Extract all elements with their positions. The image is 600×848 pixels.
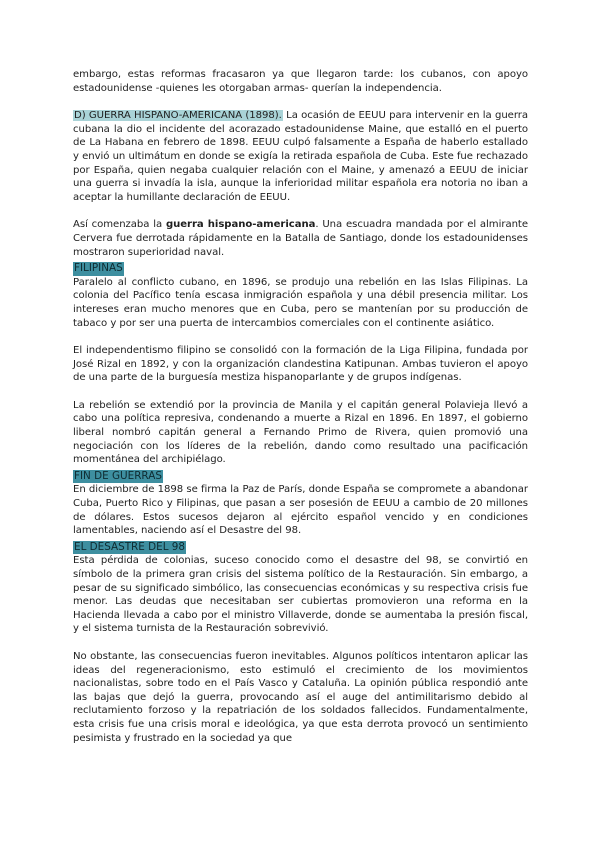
section-heading-desastre-98: EL DESASTRE DEL 98 [74, 540, 186, 553]
section-heading-filipinas: FILIPINAS [74, 262, 123, 275]
bold-term: guerra hispano-americana [165, 219, 316, 231]
heading-block [73, 538, 528, 555]
paragraph-desastre-1: Esta pérdida de colonias, suceso conocido como el desastre del 98, se convirtió en símbolo de la primera gran crisis del sistema político de la Restauración. Sin embargo, a pesar de su significado simbólico, las consecuencias económicas y su respectiva crisis fue menor. Las deudas que necesitaban ser cubiertas promovieron una reforma en la Hacienda llevada a cabo por el ministro Villaverde, donde se aumentaba la presión fiscal, y el sistema turnista de la Restauración sobrevivió. [73, 555, 528, 635]
heading-block [73, 467, 528, 484]
paragraph-filipinas-3: La rebelión se extendió por la provincia de Manila y el capitán general Polavieja llevó a cabo una política represiva, condenando a muerte a Rizal en 1896. En 1897, el gobierno liberal nombró capitán general a Fernando Primo de Rivera, quien promovió una negociación con los líderes de la rebelión, dando como resultado una pacificación momentánea del archipiélago. [73, 399, 528, 466]
paragraph-guerra-hispano-americana [73, 109, 528, 204]
paragraph-comienzo-guerra [73, 218, 528, 259]
paragraph-fin-de-guerras: En diciembre de 1898 se firma la Paz de París, donde España se compromete a abandonar Cuba, Puerto Rico y Filipinas, que pasan a ser posesión de EEUU a cambio de 20 millones de dólares. Estos sucesos dejaron al ejército español vencido y en condiciones lamentables, naciendo así el Desastre del 98. [73, 484, 528, 537]
paragraph-desastre-2: No obstante, las consecuencias fueron inevitables. Algunos políticos intentaron aplicar las ideas del regeneracionismo, esto estimuló el crecimiento de los movimientos nacionalistas, sobre todo en el País Vasco y Cataluña. La opinión pública respondió ante las bajas que dejó la guerra, provocando así el auge del antimilitarismo debido al reclutamiento forzoso y la repatriación de los soldados fallecidos. Fundamentalmente, esta crisis fue una crisis moral e ideológica, ya que esta derrota provocó un sentimiento pesimista y frustrado en la sociedad ya que [73, 650, 528, 744]
paragraph-text: Así comenzaba la [73, 219, 166, 231]
section-heading-guerra: D) GUERRA HISPANO-AMERICANA (1898). [74, 110, 282, 122]
paragraph-text: La ocasión de EEUU para intervenir en la guerra cubana la dio el incidente del acorazado estadounidense Maine, que estalló en el puerto de La Habana en febrero de 1898. EEUU culpó falsamente a España de haberlo estallado y envió un ultimátum en donde se exigía la retirada española de Cuba. Este fue rechazado por España, quien negaba cualquier relación con el Maine, y amenazó a EEUU de iniciar una guerra si invadía la isla, aunque la inferioridad militar española era notoria no iban a aceptar la humillante declaración de EEUU. [73, 110, 528, 203]
paragraph-intro: embargo, estas reformas fracasaron ya que llegaron tarde: los cubanos, con apoyo estadounidense -quienes les otorgaban armas- querían la independencia. [73, 69, 528, 94]
heading-block [73, 259, 528, 276]
paragraph-text: . Una escuadra mandada por el almirante Cervera fue derrotada rápidamente en la Batalla de Santiago, donde los estadounidenses mostraron superioridad naval. [73, 219, 528, 258]
section-heading-fin-de-guerras: FIN DE GUERRAS [74, 469, 162, 482]
paragraph-filipinas-1: Paralelo al conflicto cubano, en 1896, se produjo una rebelión en las Islas Filipinas. La colonia del Pacífico tenía escasa inmigración española y una débil presencia militar. Los intereses eran mucho menores que en Cuba, pero se mantenían por su producción de tabaco y por ser una puerta de intercambios comerciales con el continente asiático. [73, 276, 528, 329]
paragraph-filipinas-2: El independentismo filipino se consolidó con la formación de la Liga Filipina, fundada por José Rizal en 1892, y con la organización clandestina Katipunan. Ambas tuvieron el apoyo de una parte de la burguesía mestiza hispanoparlante y de grupos indígenas. [73, 345, 528, 384]
